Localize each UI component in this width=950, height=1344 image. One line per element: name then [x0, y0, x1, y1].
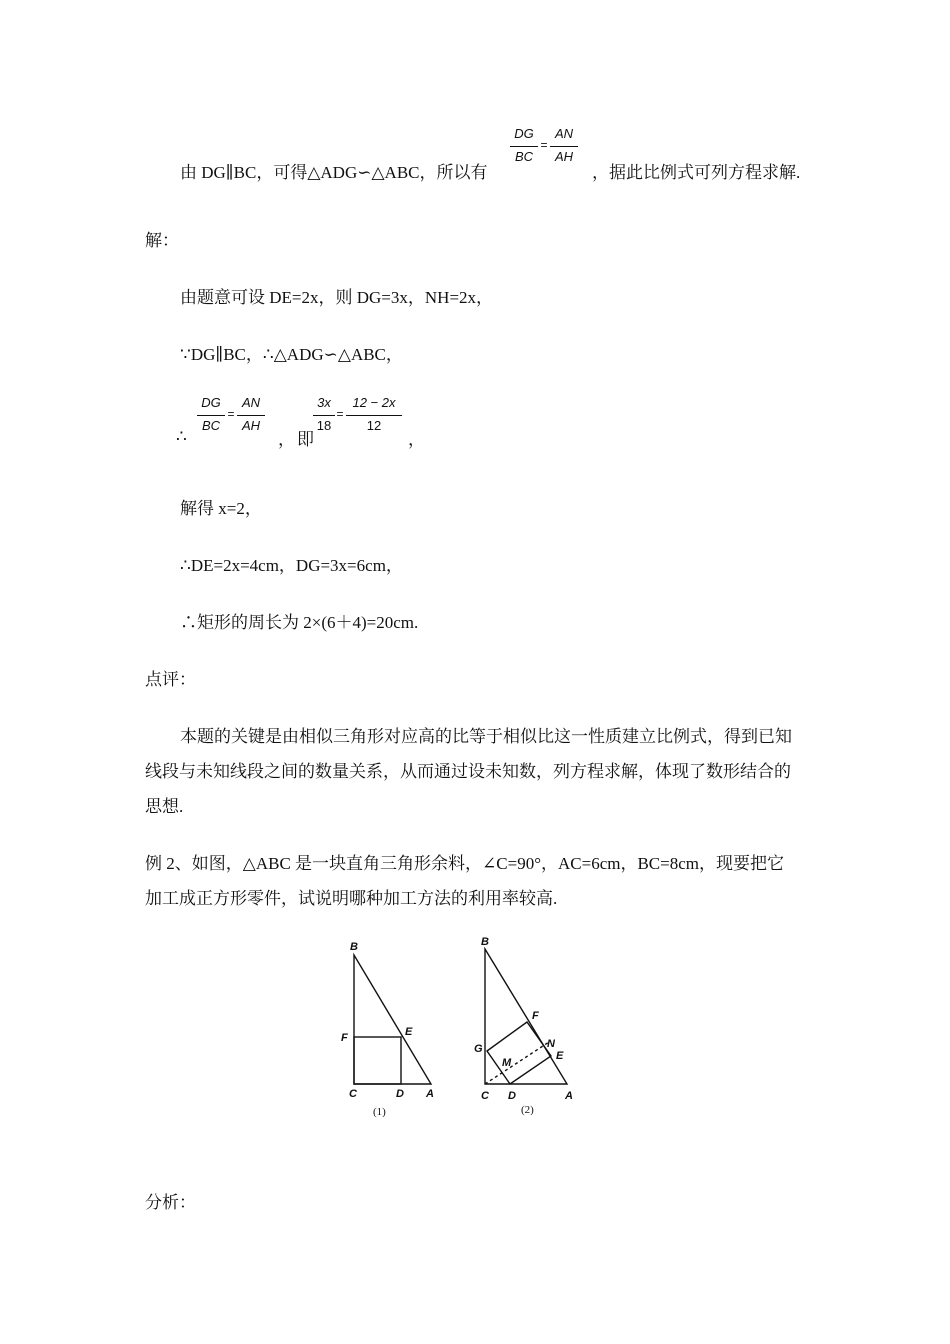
- figure2-square: [487, 1022, 551, 1084]
- fig1-label-d: D: [396, 1088, 404, 1100]
- analysis-intro-prefix: 由 DG∥BC，可得△ADG∽△ABC，所以有: [180, 163, 488, 182]
- review-line-3: 思想.: [145, 797, 184, 816]
- frac-numerator-right: 12 − 2x: [352, 395, 396, 410]
- solution-comma-2: ，: [408, 430, 425, 449]
- solution-line-4: 解得 x=2，: [180, 499, 262, 518]
- review-line-1: 本题的关键是由相似三角形对应高的比等于相似比这一性质建立比例式，得到已知: [180, 727, 792, 746]
- solution-line-2: ∵DG∥BC，∴△ADG∽△ABC，: [180, 345, 403, 364]
- frac-numerator-right: AN: [241, 395, 261, 410]
- fig1-label-a: A: [426, 1088, 434, 1100]
- figure1-square: [354, 1037, 401, 1084]
- triangle-figures: [335, 933, 595, 1123]
- fig1-label-e: E: [405, 1026, 413, 1038]
- frac-denominator-right: 12: [366, 418, 382, 433]
- solution-comma-1: ，: [278, 430, 295, 449]
- analysis-heading: 分析：: [145, 1193, 196, 1212]
- example2-line-2: 加工成正方形零件，试说明哪种加工方法的利用率较高.: [145, 889, 558, 908]
- fig2-label-d: D: [508, 1090, 516, 1102]
- solution-line-5: ∴DE=2x=4cm，DG=3x=6cm，: [180, 556, 403, 575]
- fig2-label-n: N: [547, 1038, 555, 1050]
- example2-line-1: 例 2、如图，△ABC 是一块直角三角形余料，∠C=90°，AC=6cm，BC=8cm，现要把它: [145, 854, 785, 873]
- fig2-label-c: C: [481, 1090, 489, 1102]
- fig2-label-m: M: [502, 1057, 512, 1069]
- figure2-caption: (2): [521, 1104, 534, 1116]
- figure1-caption: (1): [373, 1106, 386, 1118]
- fig1-label-c: C: [349, 1088, 357, 1100]
- fig2-label-a: A: [565, 1090, 573, 1102]
- frac-numerator-right: AN: [554, 126, 574, 141]
- fig2-label-b: B: [481, 936, 489, 948]
- figure1-triangle: [354, 955, 431, 1084]
- frac-equals: =: [227, 407, 235, 421]
- analysis-intro-suffix: ，据此比例式可列方程求解.: [592, 163, 801, 182]
- fig2-label-f: F: [532, 1010, 539, 1022]
- fig2-label-g: G: [474, 1043, 483, 1055]
- solution-line-6: ∴矩形的周长为 2×(6＋4)=20cm.: [180, 613, 419, 632]
- frac-numerator-left: DG: [201, 395, 221, 410]
- fig2-label-e: E: [556, 1050, 564, 1062]
- frac-denominator-left: BC: [201, 418, 221, 433]
- frac-equals: =: [336, 407, 344, 421]
- fig1-label-b: B: [350, 941, 358, 953]
- frac-denominator-right: AH: [554, 149, 574, 164]
- fraction-3x-18: [313, 395, 403, 439]
- review-line-2: 线段与未知线段之间的数量关系，从而通过设未知数，列方程求解，体现了数形结合的: [145, 762, 791, 781]
- fraction-dg-bc-an-ah-2: [197, 395, 267, 439]
- solution-ji-label: 即: [297, 430, 314, 449]
- frac-denominator-right: AH: [241, 418, 261, 433]
- solution-line-1: 由题意可设 DE=2x，则 DG=3x，NH=2x，: [180, 288, 494, 307]
- frac-denominator-left: BC: [514, 149, 534, 164]
- figure2-triangle: [485, 949, 567, 1084]
- solution-heading: 解：: [145, 231, 179, 250]
- review-heading: 点评：: [145, 670, 196, 689]
- fig1-label-f: F: [341, 1032, 348, 1044]
- frac-numerator-left: DG: [514, 126, 534, 141]
- frac-denominator-left: 18: [316, 418, 332, 433]
- frac-numerator-left: 3x: [317, 395, 331, 410]
- frac-equals: =: [540, 138, 548, 152]
- fraction-dg-bc-an-ah-1: [510, 126, 580, 170]
- solution-therefore-symbol: ∴: [176, 427, 187, 446]
